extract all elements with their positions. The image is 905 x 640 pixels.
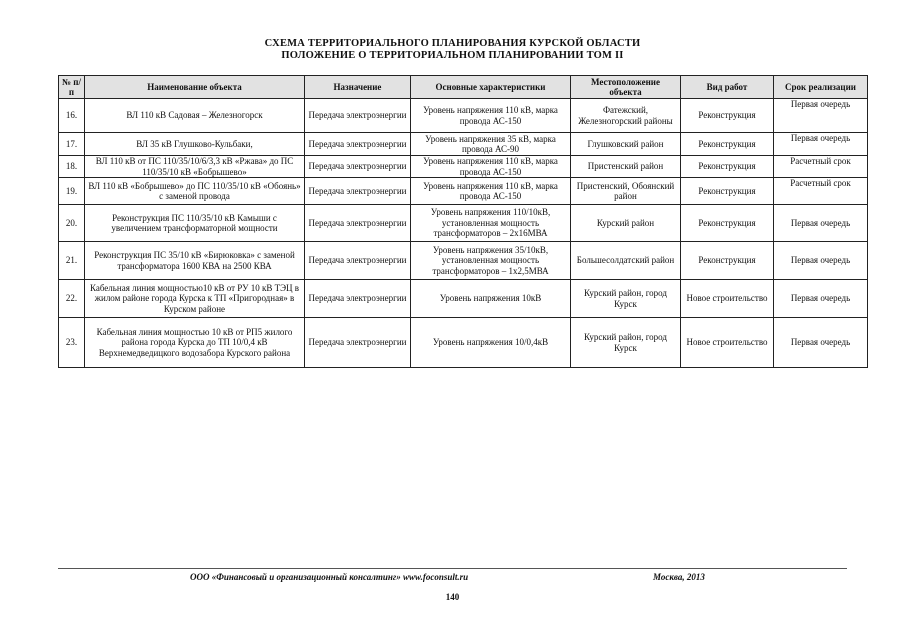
cell-work-type: Реконструкция [681,133,774,156]
cell-row-number: 22. [59,280,85,318]
cell-object-name: Реконструкция ПС 110/35/10 кВ Камыши с увеличением трансформаторной мощности [85,205,305,242]
cell-location: Курский район, город Курск [571,280,681,318]
col-header-work-type: Вид работ [681,76,774,99]
cell-object-name: ВЛ 110 кВ «Бобрышево» до ПС 110/35/10 кВ «Обоянь» с заменой провода [85,178,305,205]
table-row [59,280,868,318]
cell-row-number: 16. [59,99,85,133]
cell-purpose: Передача электроэнергии [305,133,411,156]
table-row [59,99,868,133]
cell-work-type: Реконструкция [681,242,774,280]
cell-purpose: Передача электроэнергии [305,280,411,318]
cell-work-type: Реконструкция [681,178,774,205]
cell-purpose: Передача электроэнергии [305,205,411,242]
cell-characteristics: Уровень напряжения 110 кВ, марка провода АС-150 [411,156,571,178]
cell-object-name: ВЛ 110 кВ от ПС 110/35/10/6/3,3 кВ «Ржава» до ПС 110/35/10 кВ «Бобрышево» [85,156,305,178]
footer-city-year: Москва, 2013 [653,572,705,582]
table-row [59,205,868,242]
cell-characteristics: Уровень напряжения 110 кВ, марка провода АС-150 [411,178,571,205]
cell-purpose: Передача электроэнергии [305,99,411,133]
cell-term: Первая очередь [774,205,868,242]
cell-characteristics: Уровень напряжения 110 кВ, марка провода АС-150 [411,99,571,133]
table-row [59,318,868,368]
cell-characteristics: Уровень напряжения 110/10кВ, установленная мощность трансформаторов – 2х16МВА [411,205,571,242]
table-row [59,156,868,178]
cell-purpose: Передача электроэнергии [305,242,411,280]
cell-term: Расчетный срок [774,156,868,178]
cell-location: Большесолдатский район [571,242,681,280]
cell-purpose: Передача электроэнергии [305,178,411,205]
cell-purpose: Передача электроэнергии [305,156,411,178]
cell-row-number: 17. [59,133,85,156]
cell-work-type: Реконструкция [681,99,774,133]
cell-purpose: Передача электроэнергии [305,318,411,368]
col-header-num: № п/п [59,76,85,99]
cell-work-type: Реконструкция [681,205,774,242]
cell-term: Первая очередь [774,242,868,280]
cell-object-name: ВЛ 35 кВ Глушково-Кульбаки, [85,133,305,156]
cell-location: Курский район [571,205,681,242]
cell-characteristics: Уровень напряжения 35/10кВ, установленная мощность трансформаторов – 1х2,5МВА [411,242,571,280]
cell-location: Пристенский, Обоянский район [571,178,681,205]
table-row [59,133,868,156]
cell-object-name: Кабельная линия мощностью 10 кВ от РП5 жилого района города Курска до ТП 10/0,4 кВ Верхнемедведицкого водозабора Курского района [85,318,305,368]
cell-row-number: 23. [59,318,85,368]
cell-row-number: 19. [59,178,85,205]
cell-location: Глушковский район [571,133,681,156]
col-header-term: Срок реализации [774,76,868,99]
cell-term: Первая очередь [774,99,868,133]
table-row [59,178,868,205]
col-header-purpose: Назначение [305,76,411,99]
cell-location: Пристенский район [571,156,681,178]
cell-object-name: Кабельная линия мощностью10 кВ от РУ 10 кВ ТЭЦ в жилом районе города Курска к ТП «Пригородная» в Курском районе [85,280,305,318]
footer-company: ООО «Финансовый и организационный консалтинг» www.foconsult.ru [190,572,469,582]
page-number: 140 [445,592,460,602]
cell-object-name: ВЛ 110 кВ Садовая – Железногорск [85,99,305,133]
document-title: СХЕМА ТЕРРИТОРИАЛЬНОГО ПЛАНИРОВАНИЯ КУРСКОЙ ОБЛАСТИ [264,38,641,49]
table-header-row [59,76,868,99]
cell-term: Расчетный срок [774,178,868,205]
cell-characteristics: Уровень напряжения 10/0,4кВ [411,318,571,368]
cell-work-type: Новое строительство [681,318,774,368]
cell-work-type: Новое строительство [681,280,774,318]
col-header-location: Местоположение объекта [571,76,681,99]
cell-work-type: Реконструкция [681,156,774,178]
document-subtitle: ПОЛОЖЕНИЕ О ТЕРРИТОРИАЛЬНОМ ПЛАНИРОВАНИИ ТОМ II [281,50,624,61]
objects-table [58,75,868,368]
cell-term: Первая очередь [774,133,868,156]
col-header-characteristics: Основные характеристики [411,76,571,99]
cell-term: Первая очередь [774,318,868,368]
table-row [59,242,868,280]
col-header-name: Наименование объекта [85,76,305,99]
cell-row-number: 18. [59,156,85,178]
cell-location: Курский район, город Курск [571,318,681,368]
cell-term: Первая очередь [774,280,868,318]
cell-row-number: 21. [59,242,85,280]
cell-characteristics: Уровень напряжения 35 кВ, марка провода АС-90 [411,133,571,156]
cell-object-name: Реконструкция ПС 35/10 кВ «Бирюковка» с заменой трансформатора 1600 КВА на 2500 КВА [85,242,305,280]
footer-divider [58,568,847,569]
cell-row-number: 20. [59,205,85,242]
cell-location: Фатежский, Железногорский районы [571,99,681,133]
cell-characteristics: Уровень напряжения 10кВ [411,280,571,318]
